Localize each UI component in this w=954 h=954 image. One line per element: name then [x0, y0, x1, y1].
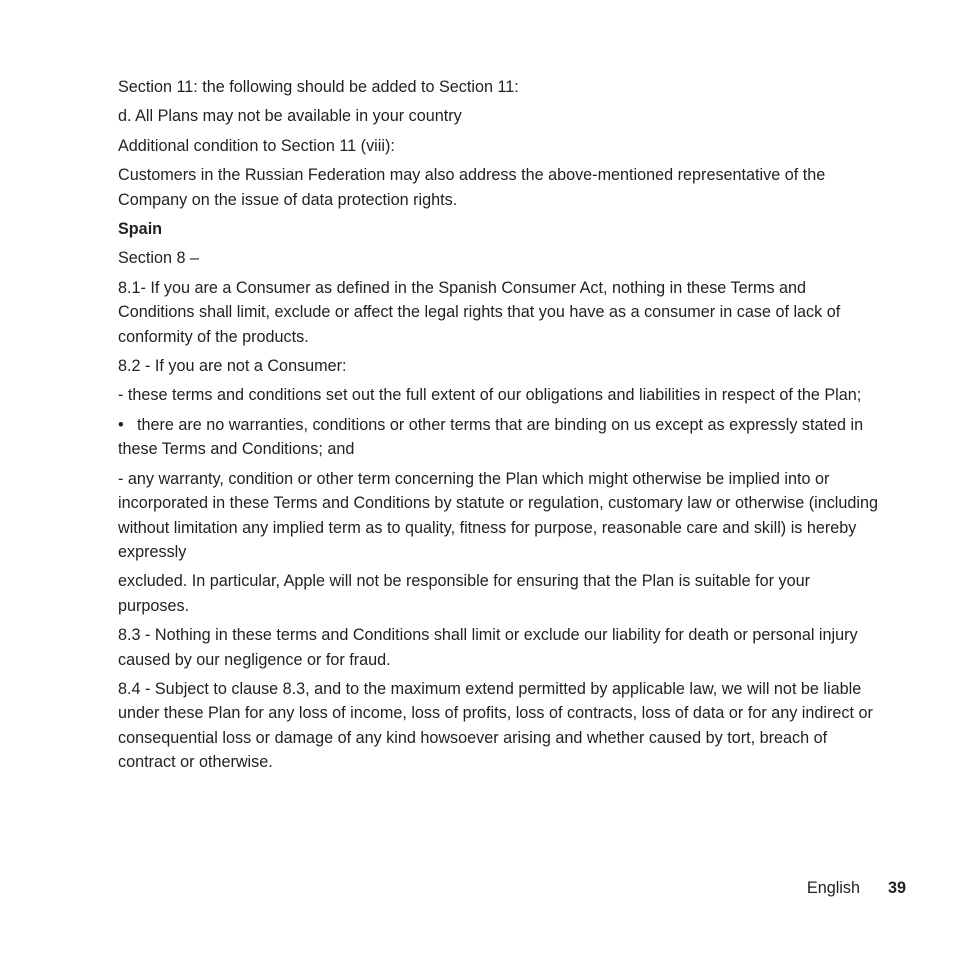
clause-8-1: 8.1- If you are a Consumer as defined in the Spanish Consumer Act, nothing in these Terms and Conditions shall limit, exclude or affect the legal rights that you have as a consumer in case of lack of conformity of the products. — [118, 278, 841, 346]
clause-8-2-item-warranties — [118, 413, 878, 462]
clause-8-2-item-implied-terms: - any warranty, condition or other term concerning the Plan which might otherwise be implied into or incorporated in these Terms and Conditions by statute or regulation, customary law or otherwise (including without limitation any implied term as to quality, fitness for purpose, reasonable care and skill) is hereby expressly — [118, 469, 879, 561]
paragraph-plans-availability: d. All Plans may not be available in your country — [118, 107, 462, 126]
clause-8-2-excluded: excluded. In particular, Apple will not be responsible for ensuring that the Plan is suitable for your purposes. — [118, 572, 810, 615]
bullet-text: there are no warranties, conditions or other terms that are binding on us except as expressly stated in these Terms and Conditions; and — [118, 415, 864, 459]
bullet-icon: • — [118, 415, 124, 434]
paragraph-russian-federation: Customers in the Russian Federation may also address the above-mentioned representative of the Company on the issue of data protection rights. — [118, 166, 826, 209]
page-number: 39 — [887, 879, 906, 897]
footer-language: English — [806, 879, 860, 897]
clause-8-2: 8.2 - If you are not a Consumer: — [118, 357, 347, 376]
section-8-heading: Section 8 – — [118, 249, 199, 268]
clause-8-3: 8.3 - Nothing in these terms and Conditions shall limit or exclude our liability for death or personal injury caused by our negligence or for fraud. — [118, 626, 858, 669]
document-body — [118, 75, 878, 780]
clause-8-2-item-obligations: - these terms and conditions set out the full extent of our obligations and liabilities in respect of the Plan; — [118, 386, 862, 405]
country-heading-spain: Spain — [118, 220, 163, 239]
page-footer — [807, 876, 906, 900]
paragraph-additional-condition: Additional condition to Section 11 (viii): — [118, 136, 395, 155]
clause-8-4: 8.4 - Subject to clause 8.3, and to the maximum extend permitted by applicable law, we will not be liable under these Plan for any loss of income, loss of profits, loss of contracts, loss of data or for any indirect or consequential loss or damage of any kind howsoever arising and whether caused by tort, breach of contract or otherwise. — [118, 679, 873, 772]
section-11-heading: Section 11: the following should be added to Section 11: — [118, 78, 519, 96]
